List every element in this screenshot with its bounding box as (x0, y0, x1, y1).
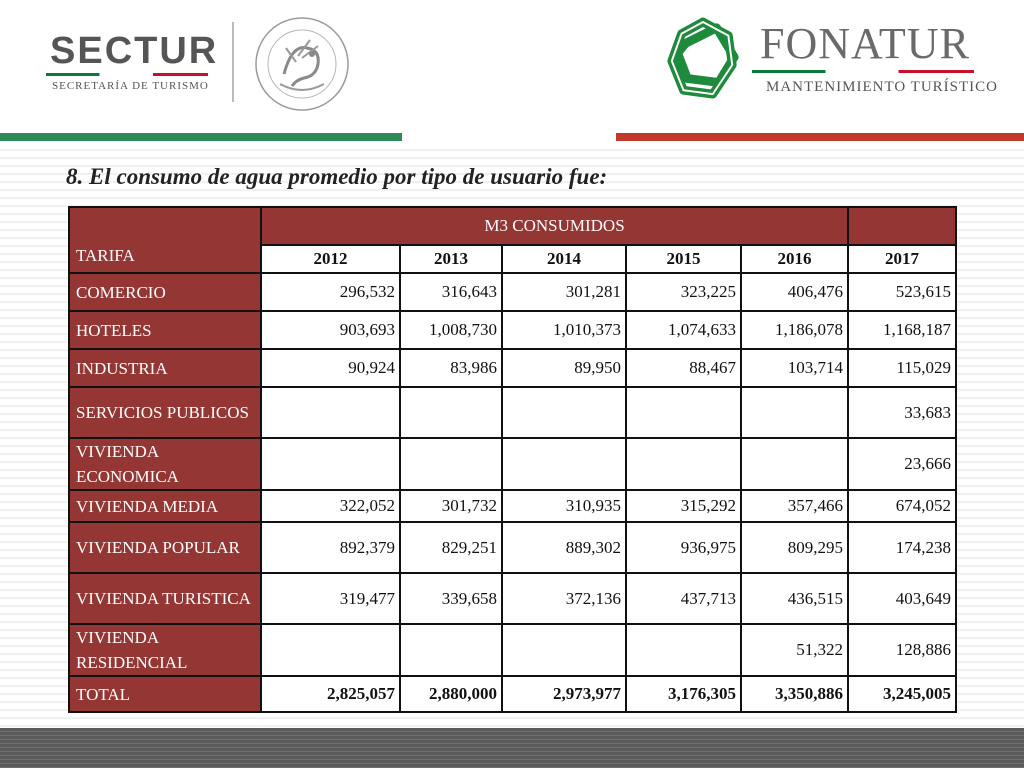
table-row (69, 624, 956, 676)
table-row (69, 349, 956, 387)
header-green-bar (0, 133, 402, 141)
cell-value: 436,515 (741, 573, 848, 624)
cell-value: 128,886 (848, 624, 956, 676)
year-2013: 2013 (400, 245, 502, 273)
row-tarifa: VIVIENDA ECONOMICA (69, 438, 261, 490)
table-row (69, 490, 956, 522)
cell-value: 301,281 (502, 273, 626, 311)
row-tarifa: VIVIENDA TURISTICA (69, 573, 261, 624)
cell-value: 674,052 (848, 490, 956, 522)
fonatur-subtitle: MANTENIMIENTO TURÍSTICO (766, 79, 999, 95)
cell-value: 809,295 (741, 522, 848, 573)
fonatur-flag-line (752, 70, 974, 73)
mexico-seal-icon (252, 14, 352, 114)
row-tarifa: VIVIENDA RESIDENCIAL (69, 624, 261, 676)
cell-value (626, 438, 741, 490)
cell-value: 406,476 (741, 273, 848, 311)
cell-value: 33,683 (848, 387, 956, 438)
table-row (69, 387, 956, 438)
header-red-bar (616, 133, 1024, 141)
row-tarifa: SERVICIOS PUBLICOS (69, 387, 261, 438)
footer-texture (0, 728, 1024, 768)
empty-header-cell (848, 207, 956, 245)
water-consumption-table (68, 206, 957, 713)
total-row (69, 676, 956, 712)
cell-value: 1,074,633 (626, 311, 741, 349)
table-header-row (69, 207, 956, 245)
cell-value: 315,292 (626, 490, 741, 522)
total-label: TOTAL (69, 676, 261, 712)
fonatur-name: FONATUR (760, 19, 970, 68)
cell-value: 23,666 (848, 438, 956, 490)
year-2015: 2015 (626, 245, 741, 273)
row-tarifa: VIVIENDA MEDIA (69, 490, 261, 522)
cell-value: 301,732 (400, 490, 502, 522)
cell-value: 829,251 (400, 522, 502, 573)
row-tarifa: COMERCIO (69, 273, 261, 311)
table-row (69, 573, 956, 624)
year-2016: 2016 (741, 245, 848, 273)
row-tarifa: INDUSTRIA (69, 349, 261, 387)
table-row (69, 438, 956, 490)
cell-value: 339,658 (400, 573, 502, 624)
cell-value (400, 387, 502, 438)
cell-value (400, 624, 502, 676)
cell-value: 892,379 (261, 522, 400, 573)
row-tarifa: HOTELES (69, 311, 261, 349)
year-2012: 2012 (261, 245, 400, 273)
cell-value: 83,986 (400, 349, 502, 387)
sectur-subtitle: SECRETARÍA DE TURISMO (52, 80, 209, 92)
cell-value: 51,322 (741, 624, 848, 676)
year-2014: 2014 (502, 245, 626, 273)
total-value: 3,245,005 (848, 676, 956, 712)
cell-value: 296,532 (261, 273, 400, 311)
cell-value: 89,950 (502, 349, 626, 387)
cell-value: 372,136 (502, 573, 626, 624)
cell-value (261, 624, 400, 676)
year-2017: 2017 (848, 245, 956, 273)
slide-header (0, 0, 1024, 132)
fonatur-knot-icon (664, 14, 742, 106)
total-value: 2,880,000 (400, 676, 502, 712)
cell-value: 115,029 (848, 349, 956, 387)
cell-value: 403,649 (848, 573, 956, 624)
cell-value: 310,935 (502, 490, 626, 522)
total-value: 2,973,977 (502, 676, 626, 712)
total-value: 2,825,057 (261, 676, 400, 712)
cell-value: 316,643 (400, 273, 502, 311)
cell-value: 88,467 (626, 349, 741, 387)
row-tarifa: VIVIENDA POPULAR (69, 522, 261, 573)
m3-consumidos-header: M3 CONSUMIDOS (261, 207, 848, 245)
cell-value: 437,713 (626, 573, 741, 624)
cell-value (741, 387, 848, 438)
cell-value (626, 387, 741, 438)
cell-value: 1,008,730 (400, 311, 502, 349)
cell-value: 1,010,373 (502, 311, 626, 349)
total-value: 3,350,886 (741, 676, 848, 712)
cell-value: 319,477 (261, 573, 400, 624)
sectur-flag-line (46, 73, 208, 76)
cell-value (261, 438, 400, 490)
table-row (69, 311, 956, 349)
cell-value: 1,186,078 (741, 311, 848, 349)
cell-value: 523,615 (848, 273, 956, 311)
slide-title: 8. El consumo de agua promedio por tipo de usuario fue: (66, 164, 608, 189)
cell-value: 322,052 (261, 490, 400, 522)
logo-divider (232, 22, 234, 102)
tarifa-header: TARIFA (69, 207, 261, 273)
cell-value (502, 438, 626, 490)
cell-value (741, 438, 848, 490)
cell-value (261, 387, 400, 438)
cell-value: 174,238 (848, 522, 956, 573)
total-value: 3,176,305 (626, 676, 741, 712)
cell-value: 889,302 (502, 522, 626, 573)
cell-value (626, 624, 741, 676)
cell-value: 903,693 (261, 311, 400, 349)
table-row (69, 273, 956, 311)
cell-value (502, 387, 626, 438)
cell-value: 103,714 (741, 349, 848, 387)
cell-value: 936,975 (626, 522, 741, 573)
cell-value (502, 624, 626, 676)
cell-value: 90,924 (261, 349, 400, 387)
cell-value: 323,225 (626, 273, 741, 311)
cell-value: 357,466 (741, 490, 848, 522)
sectur-name: SECTUR (50, 30, 219, 72)
table-row (69, 522, 956, 573)
cell-value (400, 438, 502, 490)
cell-value: 1,168,187 (848, 311, 956, 349)
